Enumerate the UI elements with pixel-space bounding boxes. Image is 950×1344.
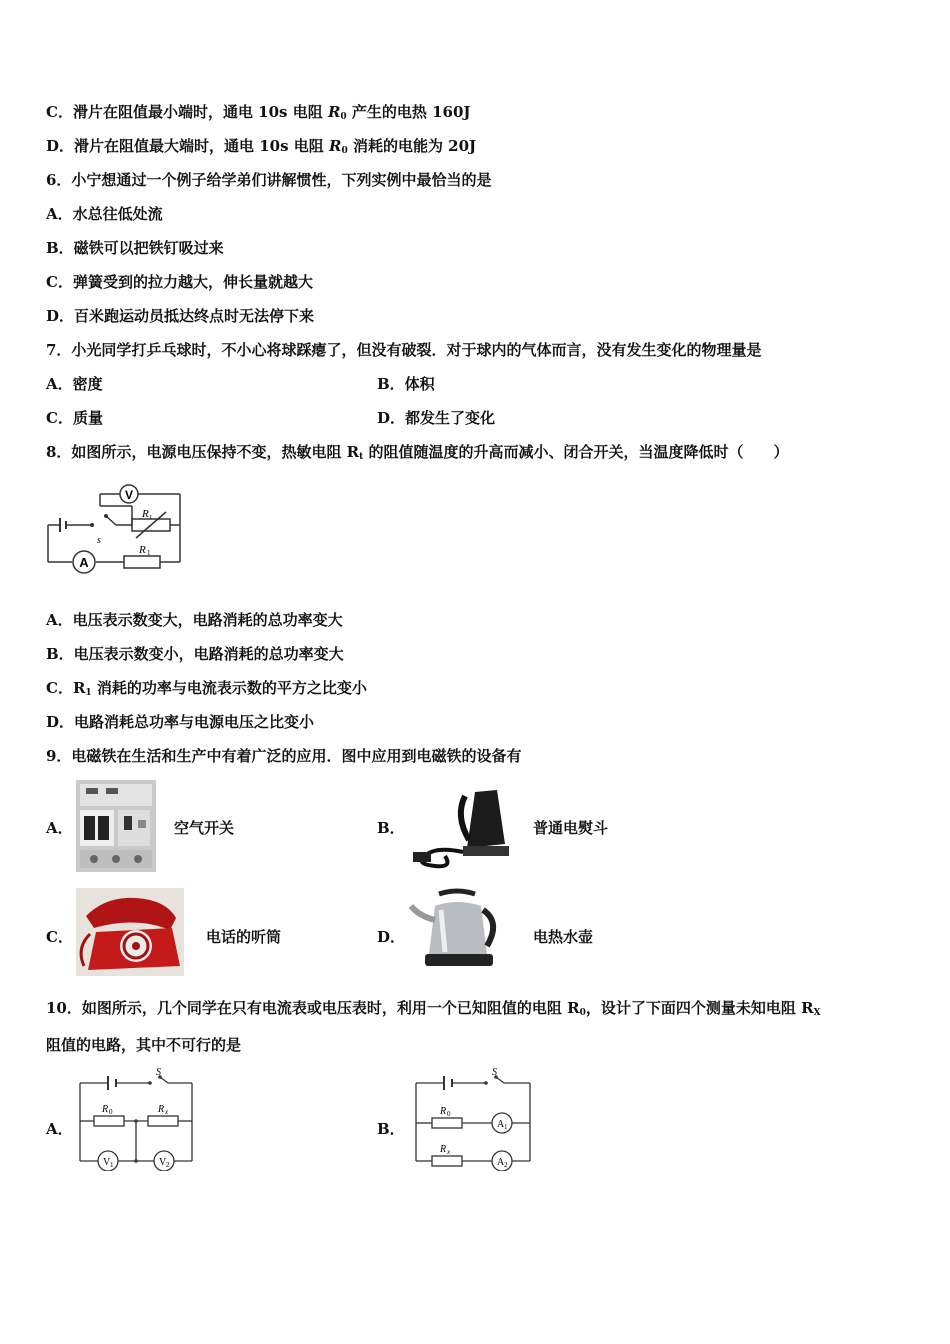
q7-option-a[interactable]: A．密度	[46, 375, 103, 393]
switch-label: s	[97, 535, 101, 546]
q5-d-sub: 0	[341, 146, 348, 156]
q8-stem-pre: 8．如图所示，电源电压保持不变，热敏电阻 R	[46, 443, 360, 461]
q10-stem-mid: ，设计了下面四个测量未知电阻 R	[585, 999, 814, 1017]
q7-option-d[interactable]: D．都发生了变化	[377, 409, 496, 427]
q8-option-b[interactable]: B．电压表示数变小，电路消耗的总功率变大	[46, 645, 344, 663]
switch-label-a: S	[156, 1067, 161, 1078]
v2-sub: 2	[166, 1161, 170, 1169]
q10-option-b-label[interactable]: B．	[377, 1120, 405, 1138]
q5-c-var: R	[327, 103, 341, 121]
switch-label-b: S	[492, 1067, 497, 1078]
q8-c-post: 消耗的功率与电流表示数的平方之比变小	[91, 679, 367, 697]
r0-sub-b: 0	[447, 1110, 451, 1118]
a1-label: A	[497, 1119, 505, 1130]
r0-label-b: R	[440, 1106, 447, 1117]
q8-c-pre: C．R	[46, 679, 86, 697]
q9-option-a-text: 空气开关	[174, 819, 235, 837]
q7-option-c[interactable]: C．质量	[46, 409, 103, 427]
air-switch-image	[76, 780, 156, 872]
q9-option-c-label[interactable]: C．	[46, 928, 73, 946]
q9-option-b-label[interactable]: B．	[377, 819, 405, 837]
v1-label: V	[103, 1157, 111, 1168]
v2-label: V	[159, 1157, 167, 1168]
q10-stem-line2: 阻值的电路，其中不可行的是	[46, 1036, 242, 1054]
q10-circuit-a	[74, 1065, 198, 1171]
q9-stem: 9．电磁铁在生活和生产中有着广泛的应用．图中应用到电磁铁的设备有	[46, 747, 522, 765]
q8-circuit-diagram	[44, 480, 186, 590]
rx-sub-b: x	[447, 1148, 451, 1156]
q8-stem-post: 的阻值随温度的升高而减小、闭合开关，当温度降低时（ ）	[363, 443, 789, 461]
r1-label: R	[139, 544, 146, 556]
r0-sub-a: 0	[109, 1108, 113, 1116]
q7-option-b[interactable]: B．体积	[377, 375, 435, 393]
telephone-image	[76, 888, 184, 976]
q8-stem	[46, 442, 789, 467]
q6-option-d[interactable]: D．百米跑运动员抵达终点时无法停下来	[46, 307, 315, 325]
r0-label-a: R	[102, 1104, 109, 1115]
q5-c-prefix: C．滑片在阻值最小端时，通电 10s 电阻	[46, 103, 328, 121]
ammeter-label: A	[79, 555, 89, 570]
q8-option-c[interactable]	[46, 678, 367, 703]
v1-sub: 1	[110, 1161, 114, 1169]
q7-stem: 7．小光同学打乒乓球时，不小心将球踩瘪了，但没有破裂．对于球内的气体而言，没有发生变化的物理量是	[46, 341, 762, 359]
q9-option-d-text: 电热水壶	[533, 928, 594, 946]
rx-label-b: R	[440, 1144, 447, 1155]
rt-sub-label: t	[150, 513, 152, 521]
q10-circuit-b	[410, 1065, 536, 1171]
rt-label: R	[142, 508, 149, 520]
q9-option-c-text: 电话的听筒	[206, 928, 282, 946]
rx-label-a: R	[158, 1104, 165, 1115]
q10-stem-pre: 10．如图所示，几个同学在只有电流表或电压表时，利用一个已知阻值的电阻 R	[46, 999, 580, 1017]
q10-stem-sub2: X	[813, 1008, 821, 1018]
q9-option-b-text: 普通电熨斗	[533, 819, 609, 837]
q8-option-d[interactable]: D．电路消耗总功率与电源电压之比变小	[46, 713, 315, 731]
voltmeter-label: V	[124, 488, 134, 502]
r1-sub-label: 1	[147, 549, 151, 557]
q8-option-a[interactable]: A．电压表示数变大，电路消耗的总功率变大	[46, 611, 343, 629]
q6-option-c[interactable]: C．弹簧受到的拉力越大，伸长量就越大	[46, 273, 313, 291]
q10-stem-sub: 0	[579, 1008, 586, 1018]
q5-c-sub: 0	[340, 112, 347, 122]
iron-image	[405, 786, 515, 872]
rx-sub-a: x	[165, 1108, 169, 1116]
q8-stem-sub: t	[359, 452, 364, 462]
q6-option-a[interactable]: A．水总往低处流	[46, 205, 163, 223]
q8-c-sub: 1	[85, 688, 92, 698]
q5-option-c	[46, 102, 471, 127]
a2-label: A	[497, 1157, 505, 1168]
q5-d-var: R	[329, 137, 342, 155]
q10-stem	[46, 998, 821, 1023]
q5-option-d	[46, 136, 476, 161]
q10-option-a-label[interactable]: A．	[46, 1120, 73, 1138]
a1-sub: 1	[504, 1123, 508, 1131]
kettle-image	[405, 886, 509, 976]
q5-c-suffix: 产生的电热 160J	[346, 103, 471, 121]
q5-d-prefix: D．滑片在阻值最大端时，通电 10s 电阻	[46, 137, 329, 155]
q9-option-a-label[interactable]: A．	[46, 819, 73, 837]
q9-option-d-label[interactable]: D．	[377, 928, 406, 946]
a2-sub: 2	[504, 1161, 508, 1169]
q5-d-suffix: 消耗的电能为 20J	[347, 137, 477, 155]
q6-stem: 6．小宁想通过一个例子给学弟们讲解惯性，下列实例中最恰当的是	[46, 171, 492, 189]
q6-option-b[interactable]: B．磁铁可以把铁钉吸过来	[46, 239, 224, 257]
